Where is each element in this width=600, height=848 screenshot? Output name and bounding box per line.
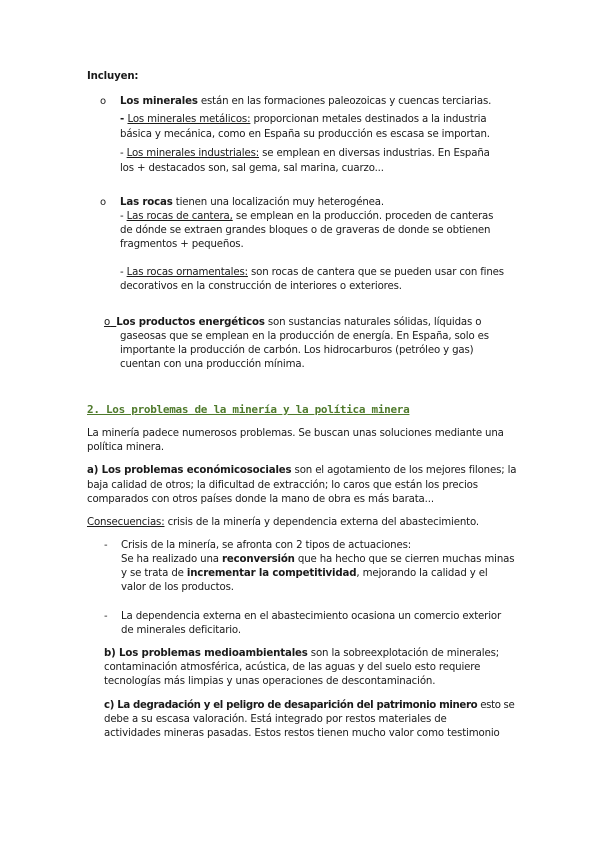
energeticos-line-2: gaseosas que se emplean en la producción de energía. En España, solo es: [120, 331, 489, 342]
dash-marker: -: [104, 611, 108, 622]
heading-incluyen: Incluyen:: [87, 71, 139, 82]
crisis-text: y se trata de: [121, 568, 187, 579]
b-line-2: contaminación atmosférica, acústica, de las aguas y del suelo esto requiere: [104, 662, 481, 673]
industriales-label: Los minerales industriales:: [126, 148, 260, 159]
crisis-line-2: [121, 553, 514, 567]
metalicos-dash: -: [120, 114, 128, 125]
c-text: esto se: [477, 700, 515, 711]
b-line-1: [104, 647, 499, 661]
energeticos-label: Los productos energéticos: [116, 317, 265, 328]
cantera-line-1: [120, 210, 493, 224]
bullet-marker: o: [104, 317, 111, 328]
crisis-line-3: [121, 567, 488, 581]
industriales-text: se emplean en diversas industrias. En España: [259, 148, 490, 159]
energeticos-line-1: [104, 316, 481, 330]
dependencia-line-2: de minerales deficitario.: [121, 625, 241, 636]
c-line-3: actividades mineras pasadas. Estos restos tienen mucho valor como testimonio: [104, 728, 500, 739]
metalicos-text: proporcionan metales destinados a la industria: [250, 114, 487, 125]
b-text: son la sobreexplotación de minerales;: [307, 648, 500, 659]
ornamentales-line-1: [120, 266, 504, 280]
cantera-line-3: fragmentos + pequeños.: [120, 239, 244, 250]
metalicos-label: Los minerales metálicos:: [127, 114, 251, 125]
section-title: 2. Los problemas de la minería y la política minera: [87, 403, 410, 416]
cantera-label: Las rocas de cantera,: [126, 211, 233, 222]
industriales-dash: -: [120, 148, 127, 159]
minerales-label: Los minerales: [120, 96, 198, 107]
bullet-marker: o: [100, 96, 107, 107]
a-label: a) Los problemas económicosociales: [87, 465, 292, 476]
energeticos-line-3: importante la producción de carbón. Los hidrocarburos (petróleo y gas): [120, 345, 474, 356]
dash-marker: -: [104, 540, 108, 551]
intro-line-2: política minera.: [87, 442, 165, 453]
metalicos-line-1: [120, 113, 486, 127]
ornamentales-label: Las rocas ornamentales:: [126, 267, 248, 278]
ornamentales-line-2: decorativos en la construcción de interiores o exteriores.: [120, 281, 402, 292]
intro-line-1: La minería padece numerosos problemas. Se buscan unas soluciones mediante una: [87, 428, 504, 439]
cantera-line-2: de dónde se extraen grandes bloques o de graveras de donde se obtienen: [120, 225, 491, 236]
energeticos-line-4: cuentan con una producción mínima.: [120, 359, 305, 370]
c-line-2: debe a su escasa valoración. Está integrado por restos materiales de: [104, 714, 447, 725]
crisis-text: que ha hecho que se cierren muchas minas: [294, 554, 515, 565]
rocas-line-1: [120, 196, 384, 210]
consecuencias-line: [87, 516, 479, 530]
crisis-text: Se ha realizado una: [121, 554, 222, 565]
a-line-1: [87, 464, 516, 478]
metalicos-line-2: básica y mecánica, como en España su producción es escasa se importan.: [120, 129, 490, 140]
cantera-dash: -: [120, 211, 127, 222]
industriales-line-1: [120, 147, 490, 161]
bullet-marker: o: [100, 197, 107, 208]
dependencia-line-1: La dependencia externa en el abastecimiento ocasiona un comercio exterior: [121, 611, 502, 622]
a-line-2: baja calidad de otros; la dificultad de extracción; lo caros que están los precios: [87, 480, 478, 491]
minerales-text: están en las formaciones paleozoicas y cuencas terciarias.: [197, 96, 492, 107]
crisis-text: , mejorando la calidad y el: [356, 568, 488, 579]
crisis-line-4: valor de los productos.: [121, 582, 234, 593]
minerales-line-1: [120, 95, 491, 109]
b-label: b) Los problemas medioambientales: [104, 648, 308, 659]
consecuencias-label: Consecuencias:: [87, 517, 165, 528]
ornamentales-text: son rocas de cantera que se pueden usar con fines: [247, 267, 504, 278]
competitividad-term: incrementar la competitividad: [186, 568, 357, 579]
energeticos-text: son sustancias naturales sólidas, líquidas o: [264, 317, 482, 328]
c-label: c) La degradación y el peligro de desaparición del patrimonio minero: [104, 700, 478, 711]
rocas-label: Las rocas: [120, 197, 173, 208]
industriales-line-2: los + destacados son, sal gema, sal marina, cuarzo...: [120, 163, 384, 174]
consecuencias-text: crisis de la minería y dependencia externa del abastecimiento.: [164, 517, 479, 528]
ornamentales-dash: -: [120, 267, 127, 278]
a-line-3: comparados con otros países donde la mano de obra es más barata...: [87, 494, 434, 505]
cantera-text: se emplean en la producción. proceden de canteras: [232, 211, 494, 222]
rocas-text: tienen una localización muy heterogénea.: [172, 197, 384, 208]
crisis-line-1: Crisis de la minería, se afronta con 2 tipos de actuaciones:: [121, 540, 412, 551]
b-line-3: tecnologías más limpias y unas operaciones de descontaminación.: [104, 676, 436, 687]
reconversion-term: reconversión: [221, 554, 295, 565]
c-line-1: [104, 699, 514, 713]
a-text: son el agotamiento de los mejores filones; la: [291, 465, 517, 476]
